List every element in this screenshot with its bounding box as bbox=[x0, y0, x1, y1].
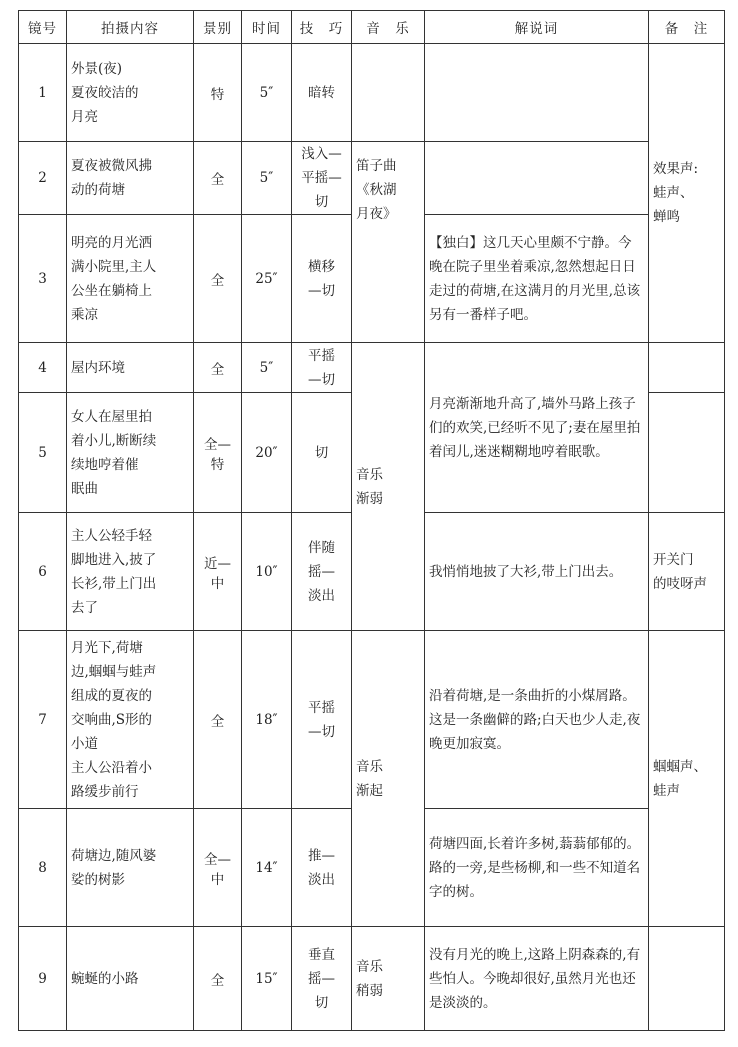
header-narration: 解说词 bbox=[425, 11, 649, 44]
shot-number: 9 bbox=[19, 927, 67, 1031]
note-cell-empty bbox=[649, 927, 725, 1031]
note-cell-empty bbox=[649, 393, 725, 513]
shot-number: 7 bbox=[19, 631, 67, 809]
shot-technique: 浅入— 平摇— 切 bbox=[292, 142, 352, 215]
shot-number: 3 bbox=[19, 215, 67, 343]
shot-number: 1 bbox=[19, 44, 67, 142]
header-row bbox=[19, 11, 725, 44]
music-cell: 音乐 稍弱 bbox=[352, 927, 425, 1031]
shot-time: 5″ bbox=[242, 142, 292, 215]
narration-cell: 没有月光的晚上,这路上阴森森的,有些怕人。今晚却很好,虽然月光也还是淡淡的。 bbox=[425, 927, 649, 1031]
shot-time: 20″ bbox=[242, 393, 292, 513]
shot-technique: 横移 —切 bbox=[292, 215, 352, 343]
shot-time: 15″ bbox=[242, 927, 292, 1031]
music-cell: 音乐 渐起 bbox=[352, 631, 425, 927]
shot-time: 5″ bbox=[242, 343, 292, 393]
table-row bbox=[19, 631, 725, 809]
narration-cell: 荷塘四面,长着许多树,蓊蓊郁郁的。路的一旁,是些杨柳,和一些不知道名字的树。 bbox=[425, 809, 649, 927]
music-cell: 笛子曲 《秋湖 月夜》 bbox=[352, 142, 425, 343]
shot-time: 10″ bbox=[242, 513, 292, 631]
header-time: 时间 bbox=[242, 11, 292, 44]
shot-content: 屋内环境 bbox=[67, 343, 194, 393]
shot-technique: 暗转 bbox=[292, 44, 352, 142]
shot-time: 25″ bbox=[242, 215, 292, 343]
shot-number: 5 bbox=[19, 393, 67, 513]
shot-content: 夏夜被微风拂 动的荷塘 bbox=[67, 142, 194, 215]
table-row bbox=[19, 44, 725, 142]
header-notes: 备 注 bbox=[649, 11, 725, 44]
shot-scene: 全 bbox=[194, 927, 242, 1031]
shot-content: 月光下,荷塘 边,蝈蝈与蛙声 组成的夏夜的 交响曲,S形的 小道 主人公沿着小 路缓步前行 bbox=[67, 631, 194, 809]
narration-cell-empty bbox=[425, 142, 649, 215]
shooting-script-table bbox=[18, 10, 725, 1031]
header-shot: 镜号 bbox=[19, 11, 67, 44]
shot-number: 8 bbox=[19, 809, 67, 927]
shot-technique: 垂直 摇— 切 bbox=[292, 927, 352, 1031]
note-cell: 效果声: 蛙声、 蝉鸣 bbox=[649, 44, 725, 343]
shot-scene: 特 bbox=[194, 44, 242, 142]
shot-time: 5″ bbox=[242, 44, 292, 142]
narration-cell: 我悄悄地披了大衫,带上门出去。 bbox=[425, 513, 649, 631]
shot-scene: 全—特 bbox=[194, 393, 242, 513]
table-row bbox=[19, 927, 725, 1031]
shot-content: 荷塘边,随风婆 娑的树影 bbox=[67, 809, 194, 927]
music-cell: 音乐 渐弱 bbox=[352, 343, 425, 631]
note-cell-empty bbox=[649, 343, 725, 393]
shot-technique: 伴随 摇— 淡出 bbox=[292, 513, 352, 631]
narration-cell-empty bbox=[425, 44, 649, 142]
shot-time: 18″ bbox=[242, 631, 292, 809]
shot-technique: 平摇 —切 bbox=[292, 343, 352, 393]
shot-content: 主人公轻手轻 脚地进入,披了 长衫,带上门出 去了 bbox=[67, 513, 194, 631]
shot-technique: 平摇 —切 bbox=[292, 631, 352, 809]
shot-number: 2 bbox=[19, 142, 67, 215]
shot-technique: 切 bbox=[292, 393, 352, 513]
shot-number: 4 bbox=[19, 343, 67, 393]
shot-scene: 全 bbox=[194, 142, 242, 215]
table-row bbox=[19, 343, 725, 393]
shot-number: 6 bbox=[19, 513, 67, 631]
shot-content: 外景(夜) 夏夜皎洁的 月亮 bbox=[67, 44, 194, 142]
shot-scene: 全—中 bbox=[194, 809, 242, 927]
shot-scene: 近—中 bbox=[194, 513, 242, 631]
table-row bbox=[19, 142, 725, 215]
header-content: 拍摄内容 bbox=[67, 11, 194, 44]
narration-cell: 月亮渐渐地升高了,墙外马路上孩子们的欢笑,已经听不见了;妻在屋里拍着闰儿,迷迷糊糊地哼着眠歌。 bbox=[425, 343, 649, 513]
shot-content: 女人在屋里拍 着小儿,断断续 续地哼着催 眠曲 bbox=[67, 393, 194, 513]
narration-cell: 沿着荷塘,是一条曲折的小煤屑路。这是一条幽僻的路;白天也少人走,夜晚更加寂寞。 bbox=[425, 631, 649, 809]
header-music: 音 乐 bbox=[352, 11, 425, 44]
note-cell: 蝈蝈声、 蛙声 bbox=[649, 631, 725, 927]
narration-cell: 【独白】这几天心里颇不宁静。今晚在院子里坐着乘凉,忽然想起日日走过的荷塘,在这满月的月光里,总该另有一番样子吧。 bbox=[425, 215, 649, 343]
shot-scene: 全 bbox=[194, 215, 242, 343]
header-technique: 技 巧 bbox=[292, 11, 352, 44]
shot-content: 蜿蜒的小路 bbox=[67, 927, 194, 1031]
note-cell: 开关门 的吱呀声 bbox=[649, 513, 725, 631]
shot-content: 明亮的月光洒 满小院里,主人 公坐在躺椅上 乘凉 bbox=[67, 215, 194, 343]
header-scene: 景别 bbox=[194, 11, 242, 44]
shot-technique: 推— 淡出 bbox=[292, 809, 352, 927]
shot-scene: 全 bbox=[194, 631, 242, 809]
music-cell-empty bbox=[352, 44, 425, 142]
shot-scene: 全 bbox=[194, 343, 242, 393]
shot-time: 14″ bbox=[242, 809, 292, 927]
